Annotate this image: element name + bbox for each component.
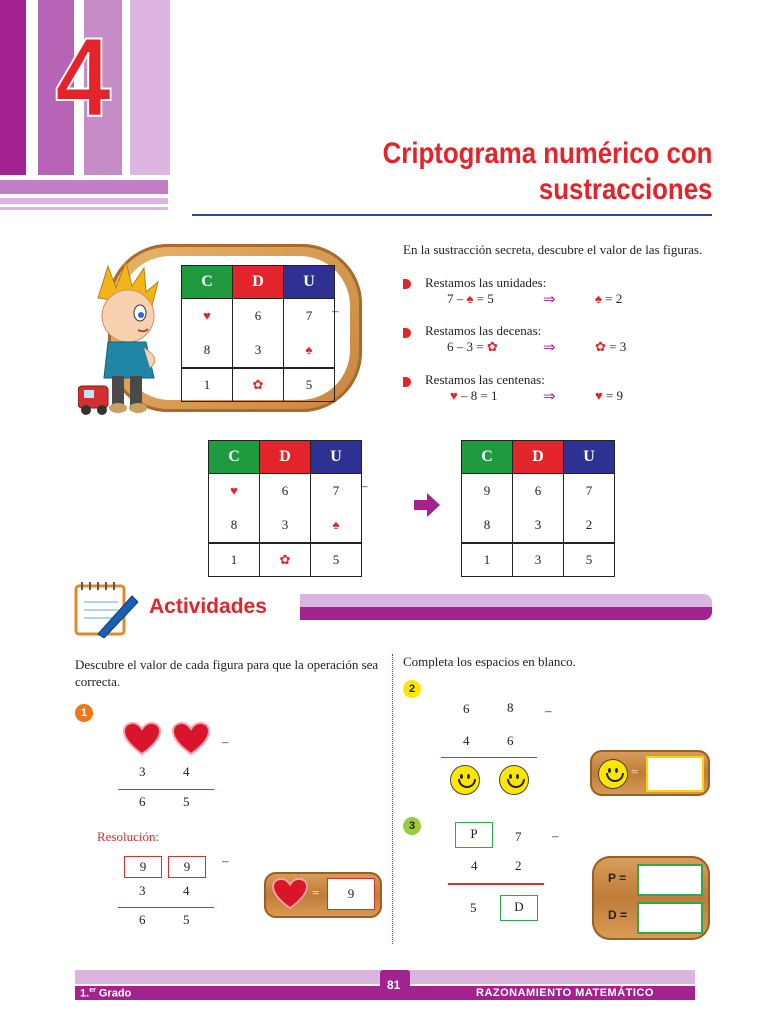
heart-icon: ♥ xyxy=(203,308,211,323)
bullet-icon xyxy=(403,377,411,387)
solved-table xyxy=(461,440,615,577)
p-input[interactable] xyxy=(637,864,703,896)
d-label: D = xyxy=(608,908,628,922)
equals-sign: = xyxy=(312,885,320,900)
cell: 5 xyxy=(564,543,615,577)
footer-subject: RAZONAMIENTO MATEMÁTICO xyxy=(476,987,654,999)
smiley-icon xyxy=(499,765,529,795)
spade-icon: ♠ xyxy=(466,291,474,306)
chapter-number: 4 xyxy=(55,15,112,140)
equals-sign: = xyxy=(631,764,639,779)
header-bars xyxy=(0,180,168,210)
flower-icon: ✿ xyxy=(279,552,291,567)
cell: 1 xyxy=(182,368,233,402)
question-table xyxy=(208,440,362,577)
cell: 6 xyxy=(513,474,564,509)
step1-eq: 7 – ♠ = 5 xyxy=(447,291,494,306)
p-box: P xyxy=(455,822,493,848)
cell: 2 xyxy=(564,508,615,543)
cell: 3 xyxy=(233,333,284,368)
cell: 7 xyxy=(284,299,335,334)
title-underline xyxy=(192,214,712,216)
notepad-icon xyxy=(72,578,138,643)
minus-sign: – xyxy=(545,703,552,718)
boy-illustration xyxy=(78,258,178,418)
res-num: 4 xyxy=(183,883,190,898)
smiley-icon xyxy=(598,759,628,789)
resolution-label: Resolución: xyxy=(97,829,160,844)
exercise-number-3: 3 xyxy=(403,817,421,835)
sum-line xyxy=(118,907,214,908)
heart-icon: ♥ xyxy=(230,483,238,498)
header-d: D xyxy=(260,441,311,474)
sum-line xyxy=(448,883,544,885)
d-box: D xyxy=(500,895,538,921)
cell: 9 xyxy=(462,474,513,509)
ex2-num: 6 xyxy=(463,701,470,716)
activities-title: Actividades xyxy=(149,595,267,618)
minus-sign: – xyxy=(361,478,368,493)
cell: 3 xyxy=(513,508,564,543)
ex2-num: 6 xyxy=(507,733,514,748)
ex3-num: 2 xyxy=(515,858,522,873)
bullet-icon xyxy=(403,279,411,289)
ex1-num: 3 xyxy=(139,764,146,779)
ex3-num: 4 xyxy=(471,858,478,873)
intro-table xyxy=(181,265,335,402)
header-c: C xyxy=(182,266,233,299)
sum-line xyxy=(118,789,214,790)
step3-label: Restamos las centenas: xyxy=(425,372,545,387)
answer-box: 9 xyxy=(124,856,162,878)
header-c: C xyxy=(462,441,513,474)
right-instruction: Completa los espacios en blanco. xyxy=(403,654,576,669)
heart-icon xyxy=(172,722,210,761)
minus-sign: – xyxy=(222,853,229,868)
arrow-right-icon xyxy=(414,493,440,522)
step3-eq: ♥ – 8 = 1 xyxy=(450,388,498,403)
header-d: D xyxy=(233,266,284,299)
cell: 8 xyxy=(209,508,260,543)
cell: 3 xyxy=(513,543,564,577)
footer-grade: 1.$^{er}$ Grado xyxy=(80,987,132,1000)
res-num: 5 xyxy=(183,912,190,927)
cell: 8 xyxy=(462,508,513,543)
exercise-number-2: 2 xyxy=(403,680,421,698)
step1-result: ♠ = 2 xyxy=(595,291,623,306)
d-input[interactable] xyxy=(637,902,703,934)
cell: 6 xyxy=(233,299,284,334)
flower-icon: ✿ xyxy=(486,339,498,354)
cell: 1 xyxy=(462,543,513,577)
minus-sign: – xyxy=(552,828,559,843)
bullet-icon xyxy=(403,328,411,338)
answer-input[interactable] xyxy=(646,756,704,792)
left-instruction: Descubre el valor de cada figura para que la operación sea correcta. xyxy=(75,657,379,689)
cell: 5 xyxy=(311,543,362,577)
smiley-icon xyxy=(450,765,480,795)
cell: 6 xyxy=(260,474,311,509)
ex2-num: 4 xyxy=(463,733,470,748)
step1-label: Restamos las unidades: xyxy=(425,275,547,290)
title-line2: sustracciones xyxy=(538,173,712,206)
minus-sign: – xyxy=(222,734,229,749)
heart-icon xyxy=(272,878,308,915)
flower-icon: ✿ xyxy=(252,377,264,392)
cell: 7 xyxy=(564,474,615,509)
header-u: U xyxy=(564,441,615,474)
column-divider xyxy=(392,654,393,944)
header-d: D xyxy=(513,441,564,474)
step3-result: ♥ = 9 xyxy=(595,388,624,403)
intro-text: En la sustracción secreta, descubre el valor de las figuras. xyxy=(403,242,703,257)
ex1-num: 5 xyxy=(183,794,190,809)
ex3-num: 5 xyxy=(470,900,477,915)
exercise-number-1: 1 xyxy=(75,704,93,722)
step2-eq: 6 – 3 = ✿ xyxy=(447,339,498,354)
ex1-num: 6 xyxy=(139,794,146,809)
ex3-num: 7 xyxy=(515,829,522,844)
heart-icon xyxy=(123,722,161,761)
activities-bar xyxy=(300,594,712,624)
header-u: U xyxy=(284,266,335,299)
heart-icon: ♥ xyxy=(595,388,603,403)
answer-box: 9 xyxy=(327,878,375,910)
implies-arrow: ⇒ xyxy=(543,389,556,405)
page-number: 81 xyxy=(387,978,401,992)
res-num: 3 xyxy=(139,883,146,898)
sum-line xyxy=(441,757,537,758)
page-title xyxy=(382,136,712,208)
minus-sign: – xyxy=(332,303,339,318)
step2-label: Restamos las decenas: xyxy=(425,323,542,338)
header-u: U xyxy=(311,441,362,474)
title-line1: Criptograma numérico con xyxy=(382,137,712,170)
ex1-num: 4 xyxy=(183,764,190,779)
cell: 1 xyxy=(209,543,260,577)
implies-arrow: ⇒ xyxy=(543,340,556,356)
ex2-num: 8 xyxy=(507,700,514,715)
cell: 8 xyxy=(182,333,233,368)
step2-result: ✿ = 3 xyxy=(595,339,627,354)
cell: 7 xyxy=(311,474,362,509)
p-label: P = xyxy=(608,871,627,885)
header-c: C xyxy=(209,441,260,474)
spade-icon: ♠ xyxy=(305,342,313,357)
implies-arrow: ⇒ xyxy=(543,292,556,308)
heart-icon: ♥ xyxy=(450,388,458,403)
cell: 3 xyxy=(260,508,311,543)
res-num: 6 xyxy=(139,912,146,927)
spade-icon: ♠ xyxy=(595,291,602,306)
cell: 5 xyxy=(284,368,335,402)
flower-icon: ✿ xyxy=(595,339,606,354)
spade-icon: ♠ xyxy=(332,517,340,532)
answer-box: 9 xyxy=(168,856,206,878)
